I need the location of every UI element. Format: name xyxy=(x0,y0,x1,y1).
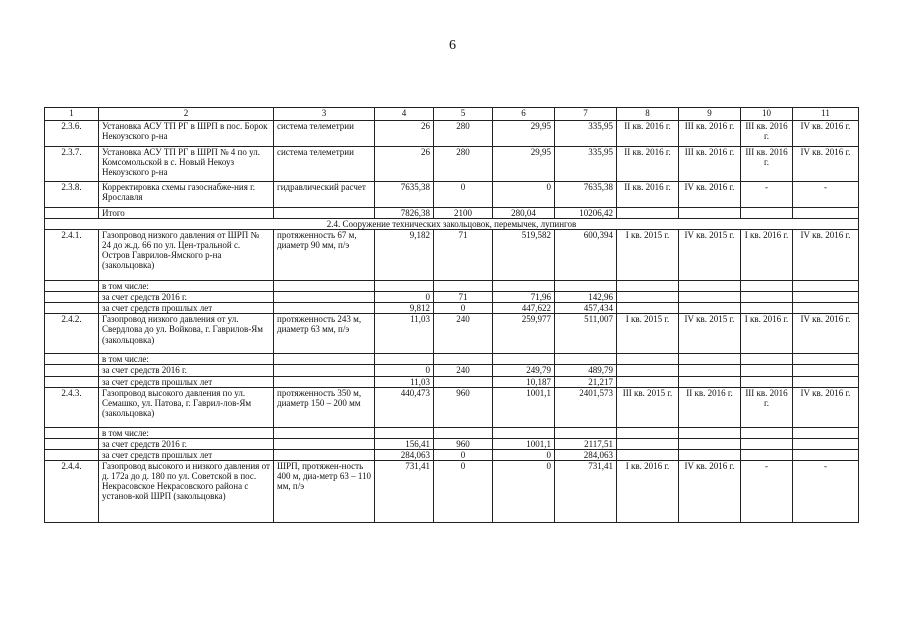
empty-cell xyxy=(793,208,859,219)
cost-col-4: 7635,38 xyxy=(375,182,434,208)
empty-cell xyxy=(45,208,99,219)
sub-row xyxy=(45,281,859,292)
start-build: I кв. 2016 г. xyxy=(741,230,793,281)
item-number: 2.4.4. xyxy=(45,460,99,522)
cost-col-4: 440,473 xyxy=(375,387,434,427)
end-build: IV кв. 2016 г. xyxy=(793,387,859,427)
total-col-7: 10206,42 xyxy=(555,208,617,219)
empty-cell xyxy=(45,427,99,438)
section-row xyxy=(45,219,859,230)
start-design: I кв. 2015 г. xyxy=(617,314,679,354)
start-build: III кв. 2016 г. xyxy=(741,147,793,182)
item-name: Газопровод высокого и низкого давления от д. 172а до д. 180 по ул. Советской в пос. Некрасовское Некрасовского района с установ-кой ШРП (закольцовка) xyxy=(99,460,274,522)
empty-cell xyxy=(555,354,617,365)
empty-cell xyxy=(45,354,99,365)
empty-cell xyxy=(555,281,617,292)
table-row xyxy=(45,147,859,182)
empty-cell xyxy=(274,365,375,376)
empty-cell xyxy=(617,449,679,460)
end-design: III кв. 2016 г. xyxy=(679,147,741,182)
item-number: 2.4.1. xyxy=(45,230,99,281)
start-build: III кв. 2016 г. xyxy=(741,121,793,147)
sub-value: 249,79 xyxy=(493,365,555,376)
item-name: Установка АСУ ТП РГ в ШРП № 4 по ул. Комсомольской в с. Новый Некоуз Некоузского р-на xyxy=(99,147,274,182)
start-build: - xyxy=(741,460,793,522)
end-build: - xyxy=(793,460,859,522)
empty-cell xyxy=(555,427,617,438)
cost-col-7: 511,007 xyxy=(555,314,617,354)
sub-label: в том числе: xyxy=(99,281,274,292)
sub-label: в том числе: xyxy=(99,354,274,365)
empty-cell xyxy=(741,376,793,387)
end-design: IV кв. 2016 г. xyxy=(679,460,741,522)
empty-cell xyxy=(617,354,679,365)
end-build: IV кв. 2016 г. xyxy=(793,230,859,281)
empty-cell xyxy=(741,427,793,438)
column-number: 10 xyxy=(741,108,793,121)
sub-value: 489,79 xyxy=(555,365,617,376)
cost-col-7: 335,95 xyxy=(555,147,617,182)
empty-cell xyxy=(679,365,741,376)
cost-col-6: 519,582 xyxy=(493,230,555,281)
sub-value: 284,063 xyxy=(555,449,617,460)
total-row xyxy=(45,208,859,219)
empty-cell xyxy=(45,365,99,376)
cost-col-5: 0 xyxy=(434,182,493,208)
sub-label: за счет средств прошлых лет xyxy=(99,376,274,387)
empty-cell xyxy=(793,281,859,292)
item-name: Корректировка схемы газоснабже-ния г. Ярославля xyxy=(99,182,274,208)
empty-cell xyxy=(741,281,793,292)
item-number: 2.3.8. xyxy=(45,182,99,208)
item-name: Установка АСУ ТП РГ в ШРП в пос. Борок Некоузского р-на xyxy=(99,121,274,147)
empty-cell xyxy=(274,208,375,219)
sub-value: 10,187 xyxy=(493,376,555,387)
empty-cell xyxy=(617,303,679,314)
sub-row xyxy=(45,449,859,460)
cost-col-7: 7635,38 xyxy=(555,182,617,208)
column-number: 5 xyxy=(434,108,493,121)
cost-col-4: 9,182 xyxy=(375,230,434,281)
sub-row xyxy=(45,354,859,365)
cost-col-5: 0 xyxy=(434,460,493,522)
empty-cell xyxy=(375,427,434,438)
cost-col-5: 280 xyxy=(434,147,493,182)
sub-value: 142,96 xyxy=(555,292,617,303)
empty-cell xyxy=(434,354,493,365)
column-number: 4 xyxy=(375,108,434,121)
header-row xyxy=(45,108,859,121)
empty-cell xyxy=(741,438,793,449)
empty-cell xyxy=(679,303,741,314)
cost-col-6: 1001,1 xyxy=(493,387,555,427)
column-number: 8 xyxy=(617,108,679,121)
empty-cell xyxy=(617,208,679,219)
item-name: Газопровод низкого давления от ШРП № 24 до ж.д. 66 по ул. Цен-тральной с. Остров Гаврилов-Ямского р-на (закольцовка) xyxy=(99,230,274,281)
cost-col-7: 731,41 xyxy=(555,460,617,522)
end-build: IV кв. 2016 г. xyxy=(793,121,859,147)
start-build: I кв. 2016 г. xyxy=(741,314,793,354)
item-characteristics: гидравлический расчет xyxy=(274,182,375,208)
sub-value: 21,217 xyxy=(555,376,617,387)
column-number: 1 xyxy=(45,108,99,121)
table-row xyxy=(45,182,859,208)
item-number: 2.4.3. xyxy=(45,387,99,427)
empty-cell xyxy=(274,303,375,314)
start-design: II кв. 2016 г. xyxy=(617,147,679,182)
empty-cell xyxy=(274,438,375,449)
sub-label: за счет средств 2016 г. xyxy=(99,292,274,303)
empty-cell xyxy=(274,281,375,292)
item-characteristics: протяженность 67 м, диаметр 90 мм, п/э xyxy=(274,230,375,281)
sub-value: 240 xyxy=(434,365,493,376)
sub-label: за счет средств 2016 г. xyxy=(99,365,274,376)
empty-cell xyxy=(45,292,99,303)
item-characteristics: система телеметрии xyxy=(274,147,375,182)
sub-row xyxy=(45,427,859,438)
column-number: 6 xyxy=(493,108,555,121)
column-number: 2 xyxy=(99,108,274,121)
sub-value: 71,96 xyxy=(493,292,555,303)
sub-value: 0 xyxy=(434,303,493,314)
cost-col-6: 29,95 xyxy=(493,147,555,182)
empty-cell xyxy=(793,438,859,449)
empty-cell xyxy=(679,354,741,365)
total-col-5: 2100 xyxy=(434,208,493,219)
start-build: III кв. 2016 г. xyxy=(741,387,793,427)
item-name: Газопровод низкого давления от ул. Свердлова до ул. Войкова, г. Гаврилов-Ям (закольцовка) xyxy=(99,314,274,354)
empty-cell xyxy=(493,427,555,438)
column-number: 9 xyxy=(679,108,741,121)
sub-value: 0 xyxy=(375,365,434,376)
end-design: IV кв. 2015 г. xyxy=(679,230,741,281)
empty-cell xyxy=(45,449,99,460)
sub-label: за счет средств прошлых лет xyxy=(99,449,274,460)
sub-value: 284,063 xyxy=(375,449,434,460)
table-row xyxy=(45,460,859,522)
sub-value: 9,812 xyxy=(375,303,434,314)
empty-cell xyxy=(274,292,375,303)
empty-cell xyxy=(375,281,434,292)
empty-cell xyxy=(617,438,679,449)
table-row xyxy=(45,314,859,354)
total-col-6: 280,04 xyxy=(493,208,555,219)
cost-col-4: 11,03 xyxy=(375,314,434,354)
empty-cell xyxy=(45,376,99,387)
empty-cell xyxy=(45,303,99,314)
sub-value: 457,434 xyxy=(555,303,617,314)
sub-label: за счет средств прошлых лет xyxy=(99,303,274,314)
sub-row xyxy=(45,438,859,449)
sub-row xyxy=(45,303,859,314)
investment-program-table xyxy=(44,107,859,523)
empty-cell xyxy=(434,427,493,438)
empty-cell xyxy=(274,427,375,438)
table-row xyxy=(45,121,859,147)
empty-cell xyxy=(793,303,859,314)
sub-value: 71 xyxy=(434,292,493,303)
empty-cell xyxy=(679,292,741,303)
start-build: - xyxy=(741,182,793,208)
end-build: IV кв. 2016 г. xyxy=(793,314,859,354)
empty-cell xyxy=(617,365,679,376)
empty-cell xyxy=(793,354,859,365)
end-build: - xyxy=(793,182,859,208)
empty-cell xyxy=(679,427,741,438)
sub-value: 447,622 xyxy=(493,303,555,314)
sub-value: 156,41 xyxy=(375,438,434,449)
cost-col-5: 960 xyxy=(434,387,493,427)
empty-cell xyxy=(793,376,859,387)
item-number: 2.3.6. xyxy=(45,121,99,147)
sub-value: 960 xyxy=(434,438,493,449)
start-design: I кв. 2016 г. xyxy=(617,460,679,522)
column-number: 3 xyxy=(274,108,375,121)
empty-cell xyxy=(679,449,741,460)
cost-col-6: 0 xyxy=(493,460,555,522)
cost-col-6: 29,95 xyxy=(493,121,555,147)
end-design: II кв. 2016 г. xyxy=(679,387,741,427)
item-name: Газопровод высокого давления по ул. Семашко, ул. Патова, г. Гаврил-лов-Ям (закольцовка) xyxy=(99,387,274,427)
page-number: 6 xyxy=(449,38,456,53)
item-number: 2.3.7. xyxy=(45,147,99,182)
cost-col-5: 280 xyxy=(434,121,493,147)
empty-cell xyxy=(793,449,859,460)
empty-cell xyxy=(741,354,793,365)
sub-label: за счет средств 2016 г. xyxy=(99,438,274,449)
cost-col-4: 26 xyxy=(375,121,434,147)
cost-col-6: 0 xyxy=(493,182,555,208)
total-label: Итого xyxy=(99,208,274,219)
section-title: 2.4. Сооружение технических закольцовок, перемычек, лупингов xyxy=(45,219,859,230)
empty-cell xyxy=(617,427,679,438)
empty-cell xyxy=(617,292,679,303)
end-design: IV кв. 2016 г. xyxy=(679,182,741,208)
cost-col-4: 731,41 xyxy=(375,460,434,522)
sub-row xyxy=(45,376,859,387)
empty-cell xyxy=(375,354,434,365)
cost-col-7: 2401,573 xyxy=(555,387,617,427)
sub-value: 0 xyxy=(493,449,555,460)
table-row xyxy=(45,230,859,281)
item-characteristics: протяженность 243 м, диаметр 63 мм, п/э xyxy=(274,314,375,354)
item-characteristics: система телеметрии xyxy=(274,121,375,147)
cost-col-7: 600,394 xyxy=(555,230,617,281)
cost-col-5: 71 xyxy=(434,230,493,281)
cost-col-4: 26 xyxy=(375,147,434,182)
empty-cell xyxy=(617,281,679,292)
end-design: IV кв. 2015 г. xyxy=(679,314,741,354)
end-build: IV кв. 2016 г. xyxy=(793,147,859,182)
empty-cell xyxy=(741,292,793,303)
item-characteristics: ШРП, протяжен-ность 400 м, диа-метр 63 – 110 мм, п/э xyxy=(274,460,375,522)
empty-cell xyxy=(434,281,493,292)
sub-label: в том числе: xyxy=(99,427,274,438)
item-characteristics: протяженность 350 м, диаметр 150 – 200 мм xyxy=(274,387,375,427)
table-row xyxy=(45,387,859,427)
column-number: 11 xyxy=(793,108,859,121)
sub-value: 0 xyxy=(434,449,493,460)
empty-cell xyxy=(493,281,555,292)
sub-value: 2117,51 xyxy=(555,438,617,449)
empty-cell xyxy=(793,427,859,438)
empty-cell xyxy=(793,292,859,303)
empty-cell xyxy=(617,376,679,387)
empty-cell xyxy=(274,449,375,460)
cost-col-6: 259,977 xyxy=(493,314,555,354)
column-number: 7 xyxy=(555,108,617,121)
sub-row xyxy=(45,365,859,376)
empty-cell xyxy=(741,365,793,376)
empty-cell xyxy=(741,303,793,314)
empty-cell xyxy=(493,354,555,365)
item-number: 2.4.2. xyxy=(45,314,99,354)
empty-cell xyxy=(274,376,375,387)
empty-cell xyxy=(45,281,99,292)
empty-cell xyxy=(741,208,793,219)
total-col-4: 7826,38 xyxy=(375,208,434,219)
cost-col-7: 335,95 xyxy=(555,121,617,147)
cost-col-5: 240 xyxy=(434,314,493,354)
empty-cell xyxy=(679,208,741,219)
sub-value xyxy=(434,376,493,387)
empty-cell xyxy=(45,438,99,449)
start-design: II кв. 2016 г. xyxy=(617,182,679,208)
empty-cell xyxy=(679,376,741,387)
start-design: II кв. 2016 г. xyxy=(617,121,679,147)
empty-cell xyxy=(793,365,859,376)
sub-row xyxy=(45,292,859,303)
end-design: III кв. 2016 г. xyxy=(679,121,741,147)
sub-value: 1001,1 xyxy=(493,438,555,449)
start-design: I кв. 2015 г. xyxy=(617,230,679,281)
empty-cell xyxy=(679,438,741,449)
empty-cell xyxy=(741,449,793,460)
start-design: III кв. 2015 г. xyxy=(617,387,679,427)
sub-value: 0 xyxy=(375,292,434,303)
sub-value: 11,03 xyxy=(375,376,434,387)
empty-cell xyxy=(274,354,375,365)
empty-cell xyxy=(679,281,741,292)
